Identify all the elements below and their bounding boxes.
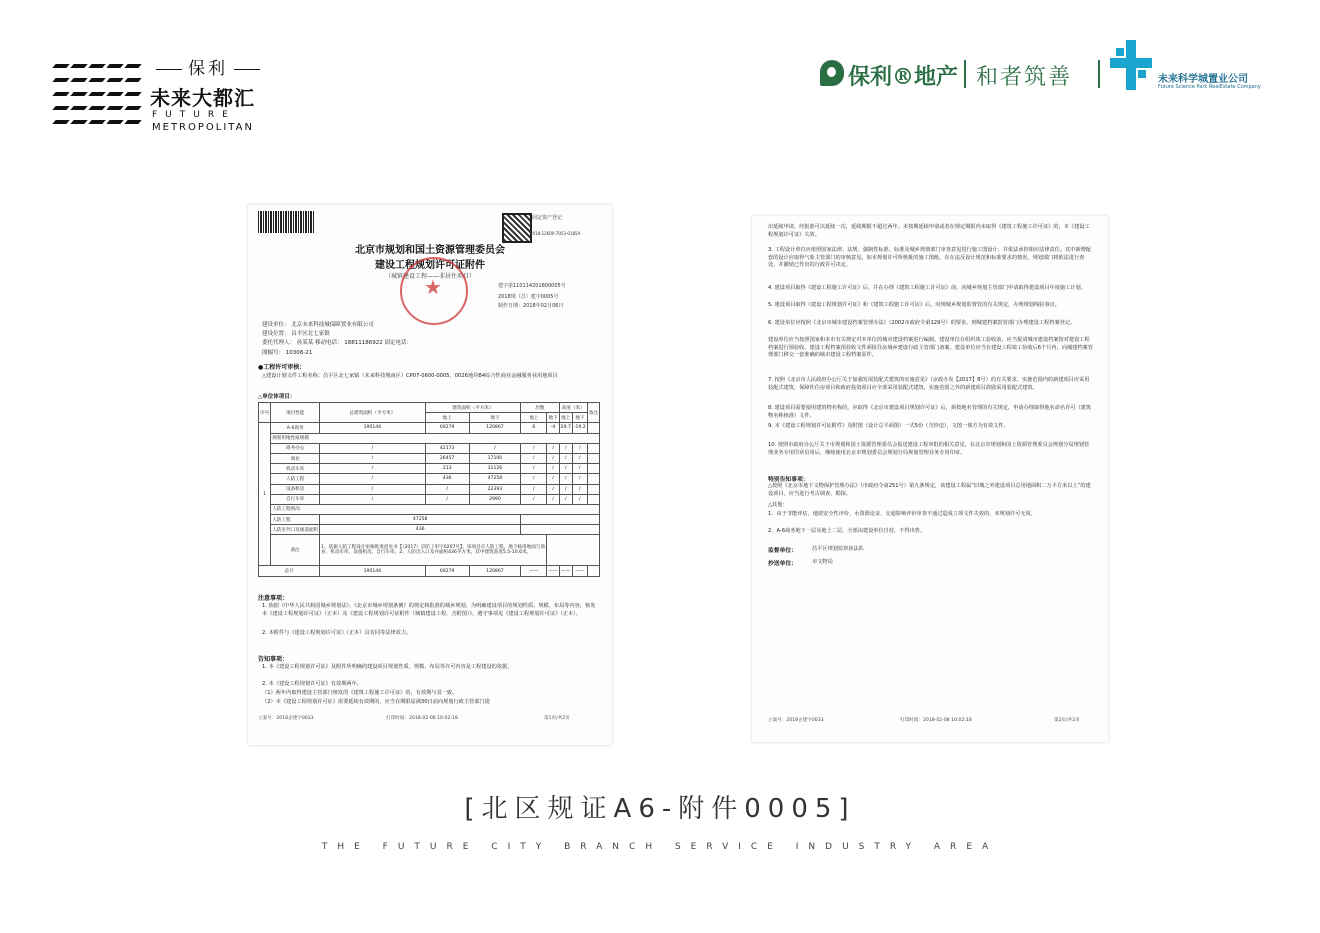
info-line: 建设位置： 昌平区北七家镇 (262, 331, 330, 337)
table-header: 建筑面积（平方米） (425, 403, 521, 413)
paragraph: 9. 本《建设工程规划许可证附件》及附图（设计总平面图）一式5份（含抄送），文图一体方为有效文件。 (768, 423, 1009, 429)
table-row: 商业 / 26457 17100 / / / / (259, 453, 600, 463)
other-item: 1、由于节能评估、地震安全性评价、水资源论证、交通影响评价审查不通过造成立项文件失效的，本规划许可无效。 (768, 511, 1036, 517)
table-header: 高度（米） (559, 403, 587, 413)
slogan: 和者筑善 (976, 65, 1073, 90)
special-notice-text: △按照《北京市地下文物保护管理办法》（市政府令第251号）第九条规定，该建设工程属“旧城之外建设项目总用地面积二万平方米以上”的建设项目，应当进行考古调查、勘探。 (768, 483, 1091, 497)
review-text: △建设计划文件工程名称：昌平区北七家镇（未来科技城南区）CP07-0600-0005、0026地块B4综合性商业金融服务业用地项目 (262, 373, 558, 379)
paragraph: 建设单位应当按照国家和本市有关规定对本单位的城市建设档案进行编制。建设单位在组织竣工验收前，应当提请城市建设档案馆对建设工程档案进行预验收。建设工程档案预验收文件须报住房城乡建设行政主管部门备案。建设单位应当在建设工程竣工验收后6个月内，向城建档案管理部门移交一套准确的城市建设工程档案原件。 (768, 337, 1093, 359)
table-row: 商务办公 / 42173 / / / / / (259, 443, 600, 453)
footer-page: 第1页/共2页 (544, 716, 570, 721)
table-subheader: 地上 (559, 413, 572, 423)
paragraph: 7. 按照《北京市人民政府办公厅关于加强发展装配式建筑的实施意见》（京政办发【2017】8号）的有关要求，实施范围内的新建项目应采用装配式建筑，保障性住房项目和政府投资项目应全部采用装配式建筑，实施范围之外的新建项目鼓励采用装配式建筑。 (768, 377, 1090, 391)
paragraph: 3. 工程设计单位应依照国家法律、法规、强制性标准、标准及城乡规划部门审查意见进行施工图设计，并依法承担相应法律责任。其中新增配套的设计应取得气象主管部门的审核意见。如本规划许可所核批的施工图纸，存在违反设计规范和标准要求的情况，规划部门将依法进行查处，并撤销已作出的行政许可决定。 (768, 247, 1092, 269)
permit-page-2 (752, 216, 1108, 742)
table-header: 序号 (259, 403, 271, 423)
qr-code (502, 213, 532, 243)
future-metropolitan-logo (52, 52, 282, 134)
paragraph: 4. 建设项目取得《建设工程施工许可证》后，并在办理《建筑工程施工许可证》前，向城乡规划主管部门申请取得建设项目年度施工计划。 (768, 285, 1086, 291)
notes-heading: 注意事项： (258, 595, 289, 602)
table-subheader: 地下 (572, 413, 587, 423)
paragraph: 10. 按照市政府办公厅关于市规划和国土资源管理委员会报送建设工程审批的相关意见，在北京市规划和国土资源管理委员会规划分局规划管理业务专用印章启用后，继续使用北京市规划委员会规划分局规划管理业务专用印章。 (768, 442, 1090, 456)
permit-authority-title: 北京市规划和国土资源管理委员会 (355, 245, 505, 256)
notice-item: （2）本《建设工程规划许可证》需要延续有效期的，应当在期限届满30日前向规划行政主管部门提 (262, 699, 490, 705)
special-notice-heading: 特别告知事项： (768, 477, 809, 483)
table-row: 设备机房 / / 22393 / / / / (259, 484, 600, 494)
notice-item: （1）两年内取得建设主管部门核发的《建筑工程施工许可证》的，有效期与其一致。 (262, 690, 458, 696)
official-seal (400, 257, 468, 325)
paragraph: 出延续申请，经批准可以延续一次，延续期限不超过两年。未按期延续申请或者在规定期限内未取得《建筑工程施工许可证》的，本《建设工程规划许可证》失效。 (768, 224, 1090, 238)
paragraph: 6. 建设单位应按照《北京市城市建设档案管理办法》（2002市政府令第129号）的要求，到城建档案馆管部门办理建设工程档案登记。 (768, 320, 1076, 326)
permit-title: 建设工程规划许可证附件 (375, 260, 485, 271)
partner-logos (818, 38, 1270, 98)
cc-label: 抄送单位： (768, 561, 797, 567)
notice-item: 1. 本《建设工程规划许可证》及附件所明确的建设项目规划性质、规模、布局等许可内容是工程建设的依据。 (262, 664, 513, 670)
single-project-heading: △单位体项目： (258, 394, 296, 400)
qr-note: 固定资产登记 (532, 215, 563, 221)
brand-name-cn: 未来大都汇 (150, 86, 255, 110)
note-item: 2. 本附件与《建设工程规划许可证》（正本）具有同等法律效力。 (262, 630, 412, 636)
table-header: 总建筑面积（平方米） (320, 403, 425, 423)
fsp-cross-logo-icon (1110, 40, 1152, 90)
document-caption-en: THE FUTURE CITY BRANCH SERVICE INDUSTRY AREA (321, 842, 999, 852)
table-row: 总计 190146 69279 120867 —— —— —— —— (259, 566, 600, 576)
note-item: 1. 依据《中华人民共和国城乡规划法》、《北京市城乡规划条例》的规定和批准的城乡规划，为明确建设项目的规划性质、规模、布局等内容，核发本《建设工程规划许可证》（正本）及《建设工程规划许可证附件（城镇建设工程、含附图）》。遵守事项见《建设工程规划许可证》（正本）。 (262, 603, 596, 617)
info-line: 建设单位： 北京未来科技城保障置业有限公司 (262, 322, 374, 328)
footer-page: 第2页/共2页 (1054, 718, 1080, 723)
logo-divider (1098, 60, 1100, 88)
info-line: 委托代理人： 孙某某 移动电话： 18811186922 固定电话： (262, 340, 412, 346)
logo-divider (964, 60, 966, 88)
table-header: 备注 (587, 403, 599, 423)
supervise-label: 监督单位： (768, 548, 797, 554)
document-caption: [北区规证A6-附件0005] (464, 794, 856, 824)
issue-date: 制作日期：2018年02月06日 (498, 303, 564, 309)
paragraph: 8. 建设项目需要使用建筑物名称的，应取得《北京市建设项目规划许可证》后，须按地名管理的有关规定，申请办理取得地名命名许可（建筑物名称核准）文件。 (768, 405, 1092, 419)
brand-name-en-1: FUTURE (152, 110, 236, 120)
permit-subtitle: （城镇建设工程——非居住项目） (384, 273, 475, 280)
supervise-value: 昌平区规划监察执法队 (812, 546, 864, 552)
table-subheader: 地上 (425, 413, 469, 423)
qr-code-number: 2018-12600-7053-0185A (530, 231, 581, 236)
other-item: 2、A-6商务地下一层及地上二层，全部由建设单位自持，不得出售。 (768, 528, 926, 534)
permit-page-1 (248, 205, 612, 745)
fsp-company-en: Future Science Park RealEstate Company (1158, 84, 1261, 90)
table-subheader: 地下 (469, 413, 520, 423)
fsp-company-cn: 未来科学城置业公司 (1158, 74, 1248, 85)
table-header: 层数 (521, 403, 559, 413)
table-row: 人防室外口及通道面积 436 (259, 525, 600, 535)
table-subheader: 地上 (521, 413, 547, 423)
other-heading: △其他： (768, 502, 788, 508)
notice-heading: 告知事项： (258, 656, 289, 663)
cc-value: 市文物局 (812, 559, 833, 565)
poly-real-estate-name: 保利®地产 (848, 64, 959, 90)
table-row: 1 A-6商务 190146 69279 120867 6 -4 29.7 -19.2 (259, 423, 600, 433)
permit-code: 2018规（昌）建字0005号 (498, 294, 559, 300)
logo-slash-pattern (52, 58, 140, 130)
table-header: 项目性能 (271, 403, 320, 423)
brand-poly-small: 保利 (150, 54, 266, 79)
table-row: 自行车库 / / 2990 / / / / (259, 494, 600, 504)
review-heading: ●工程许可审核： (258, 364, 306, 371)
building-area-table: 序号 项目性能 总建筑面积（平方米） 建筑面积（平方米） 层数 高度（米） 备注 地上 地下 地上 地下 地上 地下 1 A-6商务 190146 69279 120867 6 -4 29.7 -19.2 规划用地性质规模 商务办公 / 42173 / / / / / 商业 / 26457 17100 / / / / 机动车库 / 213 31126 / / / / 人防工程 / 436 47258 / / / / 设备机房 / / 22393 / / / / 自行车库 / / 2990 / / / / 人防工程情况： 人防工程 47258 人防室外口及通道面积 436 备注 1、依据人防工程设计审核批准意见书【（2017）京防工审字0207号】，该项目应人防工程。地下核用地面与商业、机动车库、设备机房、自行车库。2、人防出入口及并面积436平方米，其中建筑高度5.5-10.6米。 总计 190146 69279 120867 —— —— —— —— (258, 402, 600, 577)
table-row: 规划用地性质规模 (259, 433, 600, 443)
poly-logo-icon (820, 60, 844, 86)
footer-case-number: 立案号：2018企建字0033 (768, 718, 824, 723)
table-row: 机动车库 / 213 31126 / / / / (259, 464, 600, 474)
table-row: 人防工程 / 436 47258 / / / / (259, 474, 600, 484)
brand-name-en-2: METROPOLITAN (152, 122, 254, 133)
permit-number: 建字第110114201800005号 (498, 283, 566, 289)
footer-print-time: 打印时间：2018-02-08 10:02:18 (386, 716, 458, 721)
notice-item: 2. 本《建设工程规划许可证》有效期两年。 (262, 681, 362, 687)
table-row: 人防工程 47258 (259, 515, 600, 525)
footer-print-time: 打印时间：2018-02-08 10:02:18 (900, 718, 972, 723)
barcode (258, 211, 314, 233)
footer-case-number: 立案号：2018企建字0033 (258, 716, 314, 721)
info-line: 图幅号： 10308-21 (262, 350, 313, 356)
paragraph: 5. 建设项目取得《建设工程规划许可证》和《建筑工程施工许可证》后，向规城乡规划监督管的有关规定，办理规划线验事宜。 (768, 302, 1060, 308)
table-row: 人防工程情况： (259, 504, 600, 514)
table-subheader: 地下 (547, 413, 559, 423)
